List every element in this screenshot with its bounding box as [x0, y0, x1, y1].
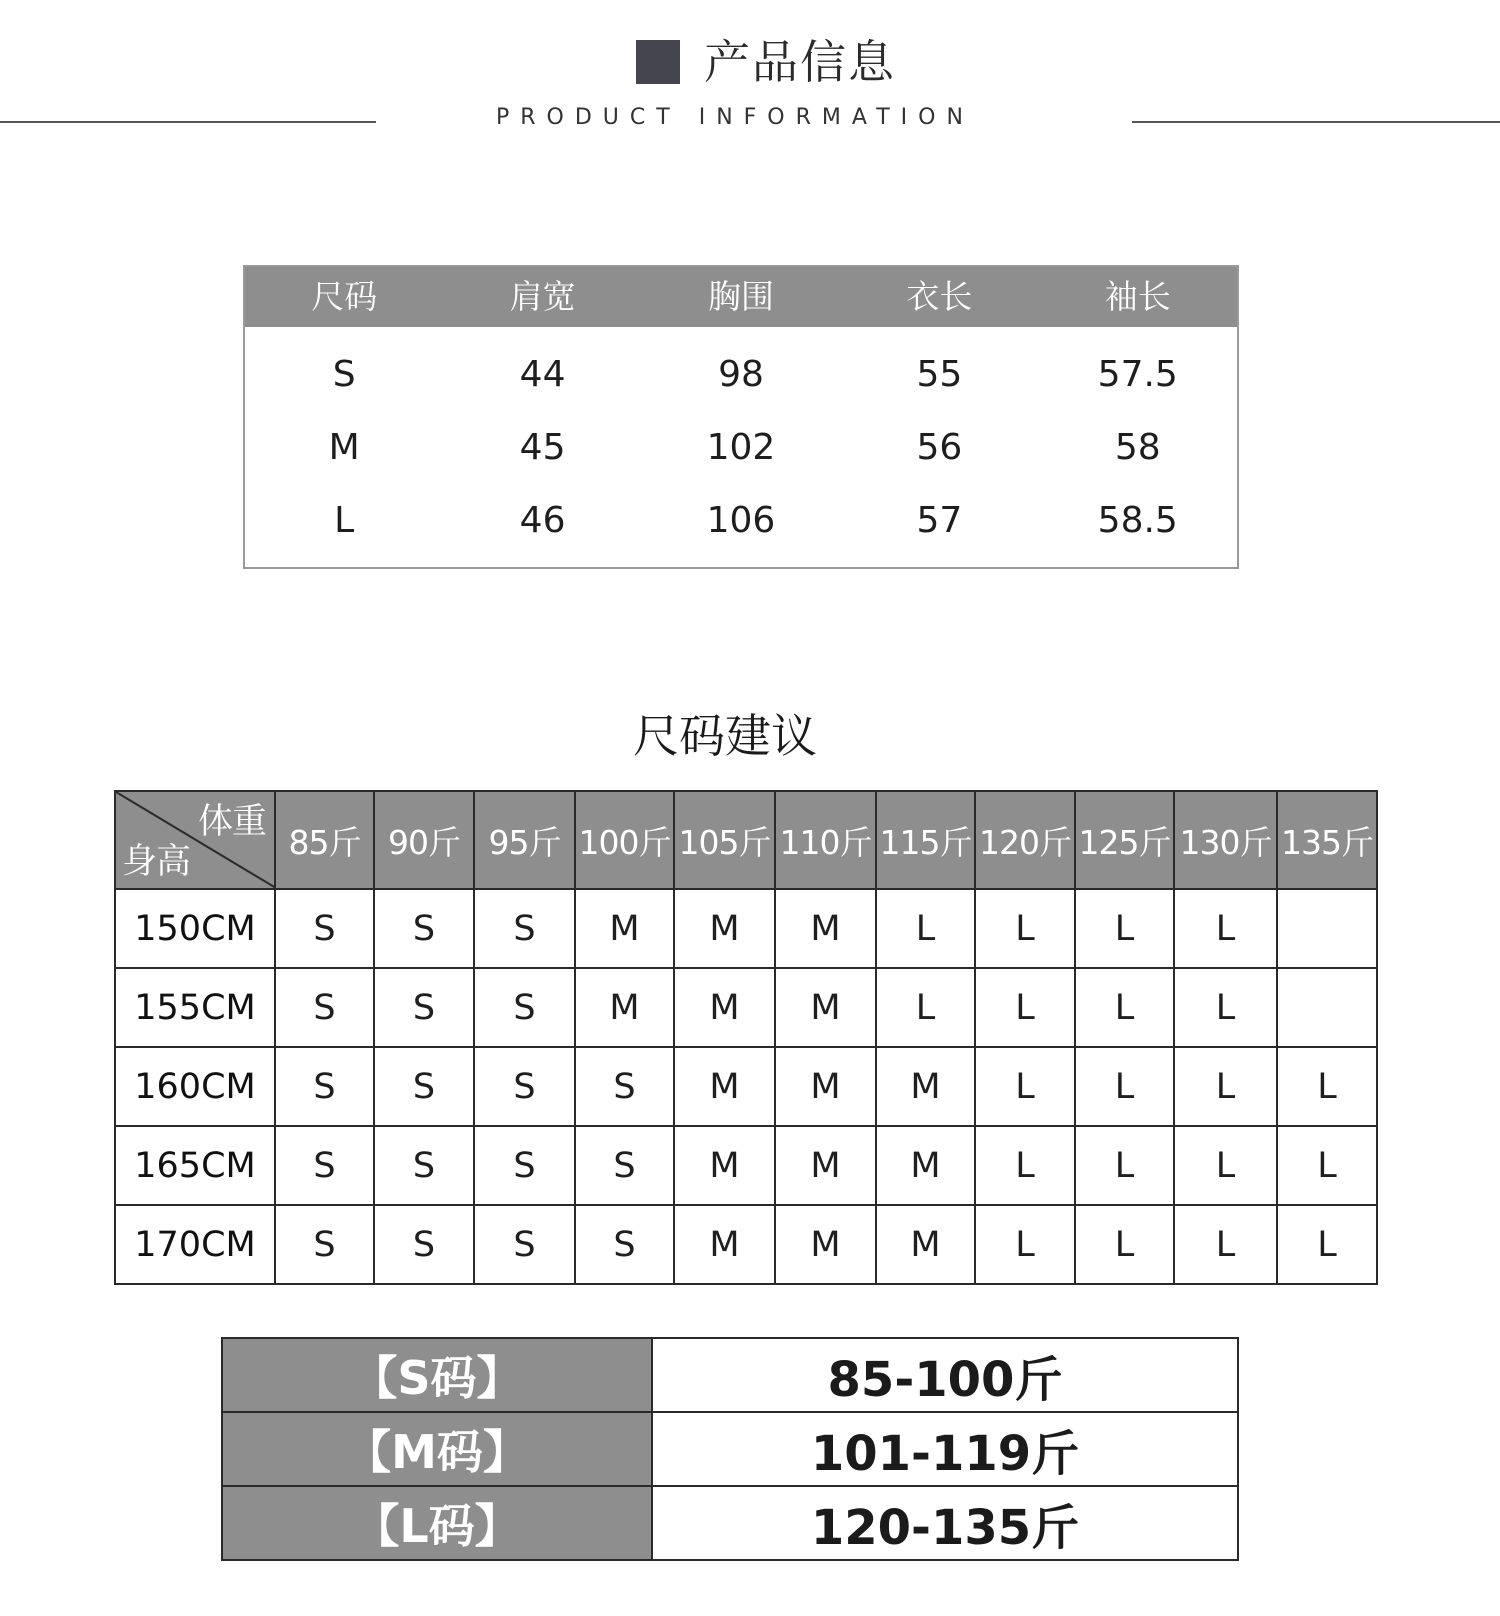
- size-suggestion-cell: M: [575, 968, 674, 1047]
- size-suggestion-cell: [1277, 889, 1377, 968]
- corner-height-label: 身高: [122, 842, 191, 882]
- size-cell: 102: [706, 427, 776, 468]
- table-row: [115, 1205, 1377, 1284]
- header-divider-right: [1132, 121, 1500, 123]
- size-suggestion-cell: L: [1174, 968, 1277, 1047]
- size-cell: 44: [519, 354, 566, 395]
- size-suggestion-cell: L: [1277, 1126, 1377, 1205]
- size-table-body: [245, 327, 1237, 557]
- size-suggestion-cell: M: [674, 1126, 775, 1205]
- size-recommendation-table: [114, 790, 1378, 1285]
- weight-header: 125斤: [1075, 791, 1174, 889]
- size-suggestion-cell: S: [474, 1047, 575, 1126]
- weight-header: 95斤: [474, 791, 575, 889]
- size-cell: S: [332, 354, 356, 395]
- table-row: [222, 1412, 1238, 1486]
- size-suggestion-cell: S: [275, 1047, 374, 1126]
- size-suggestion-cell: L: [1174, 1126, 1277, 1205]
- size-suggestion-cell: [1277, 968, 1377, 1047]
- size-cell: 57.5: [1097, 354, 1178, 395]
- size-suggestion-cell: L: [975, 1047, 1075, 1126]
- size-suggestion-cell: L: [1075, 1126, 1174, 1205]
- table-row: [245, 484, 1237, 557]
- size-suggestion-cell: M: [775, 1047, 876, 1126]
- table-row: [115, 1126, 1377, 1205]
- weight-header: 100斤: [575, 791, 674, 889]
- size-suggestion-cell: M: [775, 1126, 876, 1205]
- size-suggestion-cell: L: [1174, 1205, 1277, 1284]
- height-label: 165CM: [115, 1126, 275, 1205]
- table-row: [245, 338, 1237, 411]
- size-suggestion-cell: S: [374, 968, 474, 1047]
- weight-header: 105斤: [674, 791, 775, 889]
- size-suggestion-cell: M: [674, 1205, 775, 1284]
- size-suggestion-cell: L: [876, 889, 975, 968]
- size-cell: 58: [1114, 427, 1161, 468]
- table-row: [222, 1486, 1238, 1560]
- size-measurement-table: [243, 265, 1239, 569]
- size-range-table: [221, 1337, 1239, 1561]
- size-header-cell: 袖长: [1104, 277, 1171, 316]
- page-subtitle: PRODUCT INFORMATION: [496, 105, 974, 130]
- table-row: [115, 968, 1377, 1047]
- size-suggestion-cell: L: [1277, 1047, 1377, 1126]
- table-row: [245, 411, 1237, 484]
- size-suggestion-cell: S: [575, 1126, 674, 1205]
- weight-header: 135斤: [1277, 791, 1377, 889]
- size-suggestion-cell: M: [775, 889, 876, 968]
- size-suggestion-cell: S: [374, 1126, 474, 1205]
- header-square-icon: [636, 40, 680, 84]
- corner-cell: [115, 791, 275, 889]
- size-suggestion-cell: S: [275, 1205, 374, 1284]
- size-cell: 58.5: [1097, 500, 1178, 541]
- size-cell: 57: [916, 500, 963, 541]
- table-row: [222, 1338, 1238, 1412]
- size-suggestion-cell: L: [975, 889, 1075, 968]
- weight-header: 130斤: [1174, 791, 1277, 889]
- size-suggestion-cell: L: [1075, 1047, 1174, 1126]
- height-label: 160CM: [115, 1047, 275, 1126]
- size-suggestion-cell: S: [275, 1126, 374, 1205]
- size-suggestion-cell: S: [374, 1047, 474, 1126]
- size-suggestion-cell: L: [1075, 968, 1174, 1047]
- weight-header: 115斤: [876, 791, 975, 889]
- size-cell: 98: [718, 354, 764, 395]
- height-label: 150CM: [115, 889, 275, 968]
- weight-header: 85斤: [275, 791, 374, 889]
- size-suggestion-cell: L: [975, 968, 1075, 1047]
- size-suggestion-cell: L: [876, 968, 975, 1047]
- size-suggestion-cell: M: [876, 1205, 975, 1284]
- size-suggestion-cell: S: [474, 1205, 575, 1284]
- size-suggestion-cell: S: [575, 1047, 674, 1126]
- size-suggestion-cell: S: [275, 889, 374, 968]
- size-suggestion-cell: M: [876, 1126, 975, 1205]
- table-row: [115, 1047, 1377, 1126]
- weight-header: 90斤: [374, 791, 474, 889]
- size-header-cell: 肩宽: [509, 277, 576, 316]
- weight-header: 120斤: [975, 791, 1075, 889]
- size-suggestion-cell: M: [775, 968, 876, 1047]
- size-suggestion-cell: M: [876, 1047, 975, 1126]
- size-cell: 106: [706, 500, 776, 541]
- table-row: [115, 889, 1377, 968]
- size-suggestion-cell: M: [674, 968, 775, 1047]
- range-value: 120-135斤: [652, 1486, 1238, 1560]
- size-suggestion-cell: S: [575, 1205, 674, 1284]
- size-suggestion-cell: S: [474, 968, 575, 1047]
- size-suggestion-cell: S: [374, 889, 474, 968]
- header-divider-left: [0, 121, 376, 123]
- size-suggestion-cell: M: [674, 889, 775, 968]
- weight-header: 110斤: [775, 791, 876, 889]
- size-cell: M: [328, 427, 360, 468]
- size-suggestion-cell: L: [975, 1205, 1075, 1284]
- size-suggestion-cell: L: [1277, 1205, 1377, 1284]
- size-header-cell: 衣长: [906, 277, 973, 316]
- height-label: 155CM: [115, 968, 275, 1047]
- size-cell: L: [334, 500, 355, 541]
- size-suggestion-cell: L: [975, 1126, 1075, 1205]
- height-label: 170CM: [115, 1205, 275, 1284]
- size-cell: 55: [916, 354, 963, 395]
- size-table-header: [245, 267, 1237, 327]
- size-suggestion-cell: L: [1075, 889, 1174, 968]
- size-suggestion-cell: S: [374, 1205, 474, 1284]
- size-suggestion-cell: M: [775, 1205, 876, 1284]
- size-header-cell: 尺码: [311, 277, 378, 316]
- size-suggestion-cell: L: [1174, 889, 1277, 968]
- size-suggestion-cell: L: [1174, 1047, 1277, 1126]
- page-title: 产品信息: [704, 35, 896, 89]
- size-cell: 46: [519, 500, 566, 541]
- size-suggestion-cell: M: [674, 1047, 775, 1126]
- range-label: 【L码】: [222, 1486, 652, 1560]
- corner-weight-label: 体重: [197, 802, 266, 842]
- range-value: 85-100斤: [652, 1338, 1238, 1412]
- weight-header-row: [115, 791, 1377, 889]
- size-cell: 56: [916, 427, 963, 468]
- size-header-cell: 胸围: [707, 277, 774, 316]
- range-value: 101-119斤: [652, 1412, 1238, 1486]
- size-suggestion-cell: S: [474, 889, 575, 968]
- size-suggestion-cell: S: [275, 968, 374, 1047]
- range-label: 【S码】: [222, 1338, 652, 1412]
- size-suggestion-cell: S: [474, 1126, 575, 1205]
- recommendation-title: 尺码建议: [633, 709, 817, 763]
- size-suggestion-cell: M: [575, 889, 674, 968]
- size-cell: 45: [519, 427, 566, 468]
- range-label: 【M码】: [222, 1412, 652, 1486]
- size-suggestion-cell: L: [1075, 1205, 1174, 1284]
